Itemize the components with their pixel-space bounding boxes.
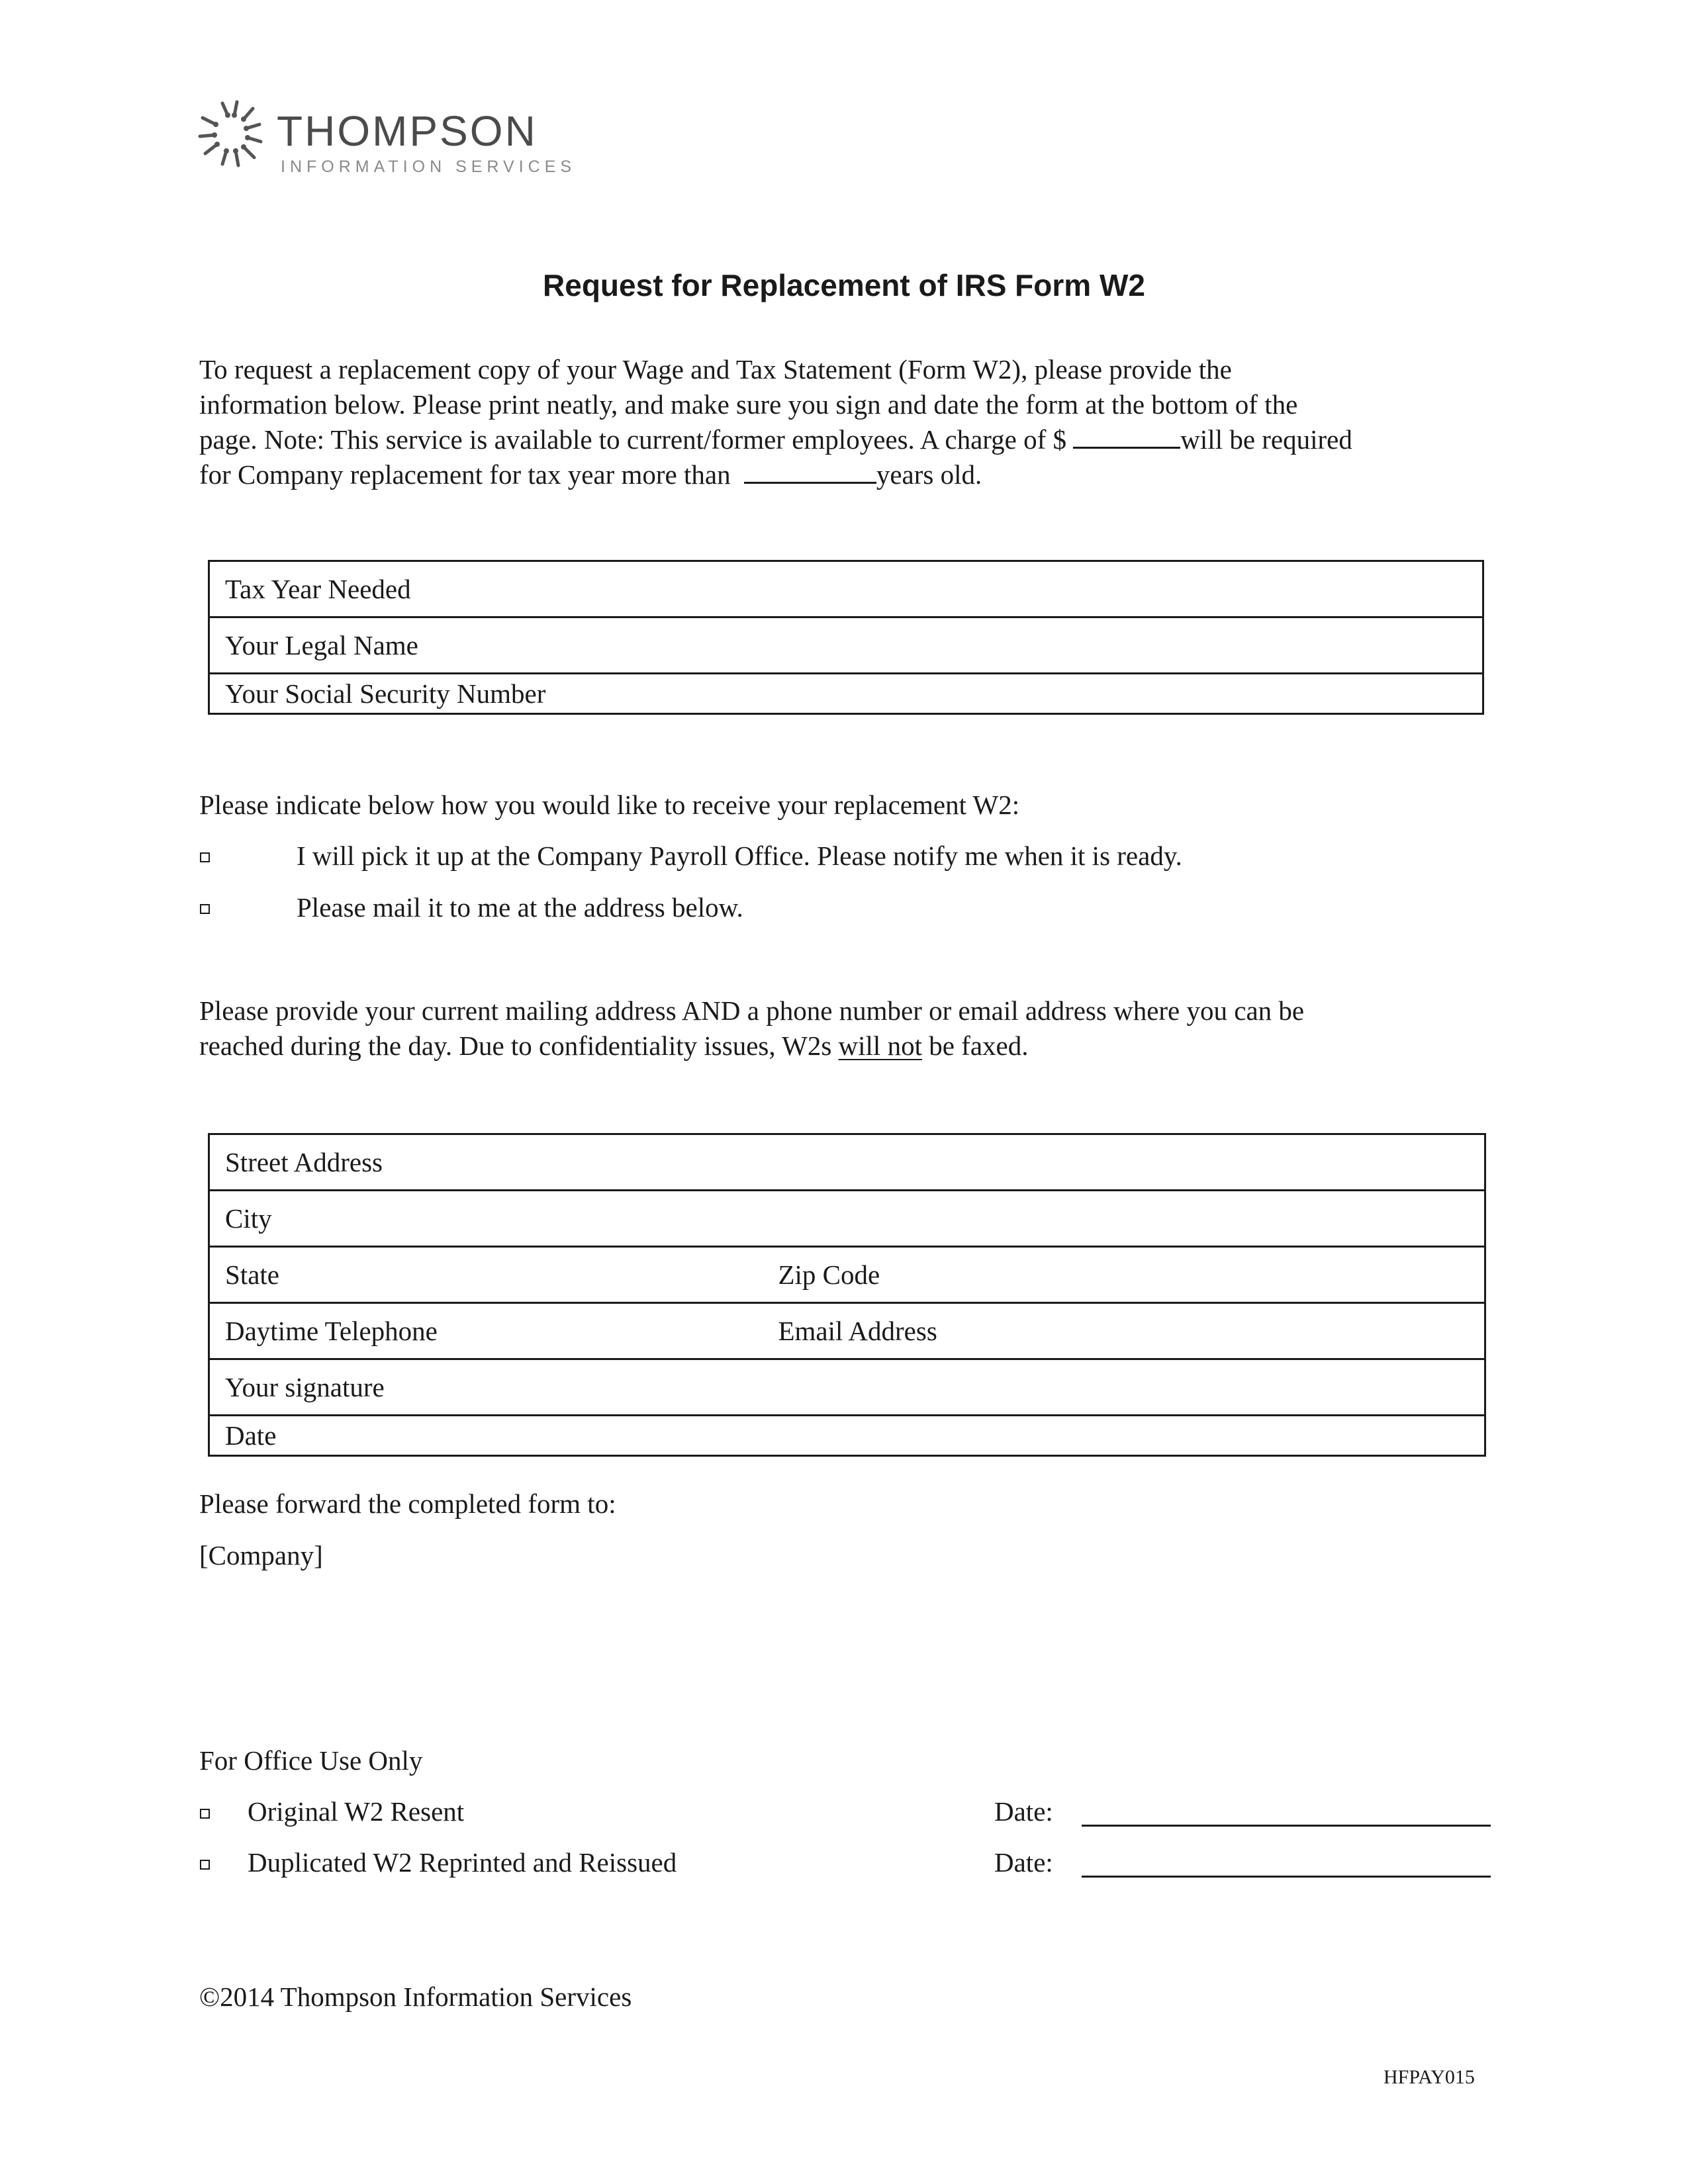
date-field[interactable]: Date (209, 1416, 1485, 1456)
state-field[interactable]: State (209, 1247, 778, 1303)
mail-checkbox[interactable] (200, 904, 210, 914)
original-resent-checkbox[interactable] (200, 1809, 210, 1819)
will-not-emphasis: will not (838, 1030, 922, 1061)
page-title: Request for Replacement of IRS Form W2 (543, 268, 1145, 302)
contact-note-line-2: reached during the day. Due to confidentiality issues, W2s will not be faxed. (199, 1030, 1029, 1061)
delivery-prompt: Please indicate below how you would like to receive your replacement W2: (199, 790, 1020, 820)
duplicated-reissued-date-label: Date: (994, 1847, 1053, 1878)
duplicated-reissued-checkbox[interactable] (200, 1860, 210, 1870)
forward-label: Please forward the completed form to: (199, 1488, 616, 1519)
intro-line-3: page. Note: This service is available to current/former employees. A charge of $ will be required (199, 424, 1352, 455)
contact-note-line-1: Please provide your current mailing address AND a phone number or email address where you can be (199, 995, 1305, 1026)
logo-name: THOMPSON (277, 107, 538, 155)
signature-field[interactable]: Your signature (209, 1359, 1485, 1416)
intro-paragraph (199, 352, 1497, 492)
intro-line-4: for Company replacement for tax year more than years old. (199, 459, 982, 490)
copyright-text: ©2014 Thompson Information Services (199, 1981, 632, 2012)
original-resent-date-label: Date: (994, 1796, 1053, 1827)
daytime-telephone-field[interactable]: Daytime Telephone (209, 1303, 778, 1359)
street-address-field[interactable]: Street Address (209, 1134, 1485, 1191)
original-resent-date-line[interactable] (1082, 1825, 1491, 1827)
logo-subtitle: INFORMATION SERVICES (281, 158, 577, 176)
forward-recipient: [Company] (199, 1540, 323, 1570)
starburst-arrows-icon (196, 98, 269, 171)
duplicated-reissued-date-line[interactable] (1082, 1876, 1491, 1878)
company-logo (196, 98, 593, 184)
zip-code-field[interactable]: Zip Code (778, 1247, 1485, 1303)
duplicated-reissued-label: Duplicated W2 Reprinted and Reissued (248, 1847, 677, 1878)
pickup-option-label: I will pick it up at the Company Payroll Office. Please notify me when it is ready. (297, 841, 1182, 871)
intro-line-2: information below. Please print neatly, and make sure you sign and date the form at the bottom of the (199, 389, 1298, 420)
city-field[interactable]: City (209, 1191, 1485, 1247)
tax-year-field[interactable]: Tax Year Needed (209, 561, 1483, 617)
ssn-field[interactable]: Your Social Security Number (209, 674, 1483, 714)
address-table (208, 1133, 1486, 1457)
charge-amount-blank[interactable] (1073, 423, 1180, 449)
legal-name-field[interactable]: Your Legal Name (209, 617, 1483, 674)
pickup-checkbox[interactable] (200, 852, 210, 862)
email-address-field[interactable]: Email Address (778, 1303, 1485, 1359)
employee-info-table (208, 560, 1484, 715)
intro-line-1: To request a replacement copy of your Wage and Tax Statement (Form W2), please provide the (199, 354, 1232, 385)
mail-option-label: Please mail it to me at the address below. (297, 892, 743, 923)
original-resent-label: Original W2 Resent (248, 1796, 465, 1827)
office-use-heading: For Office Use Only (199, 1745, 423, 1776)
form-code: HFPAY015 (1383, 2066, 1475, 2088)
years-old-blank[interactable] (744, 458, 876, 484)
